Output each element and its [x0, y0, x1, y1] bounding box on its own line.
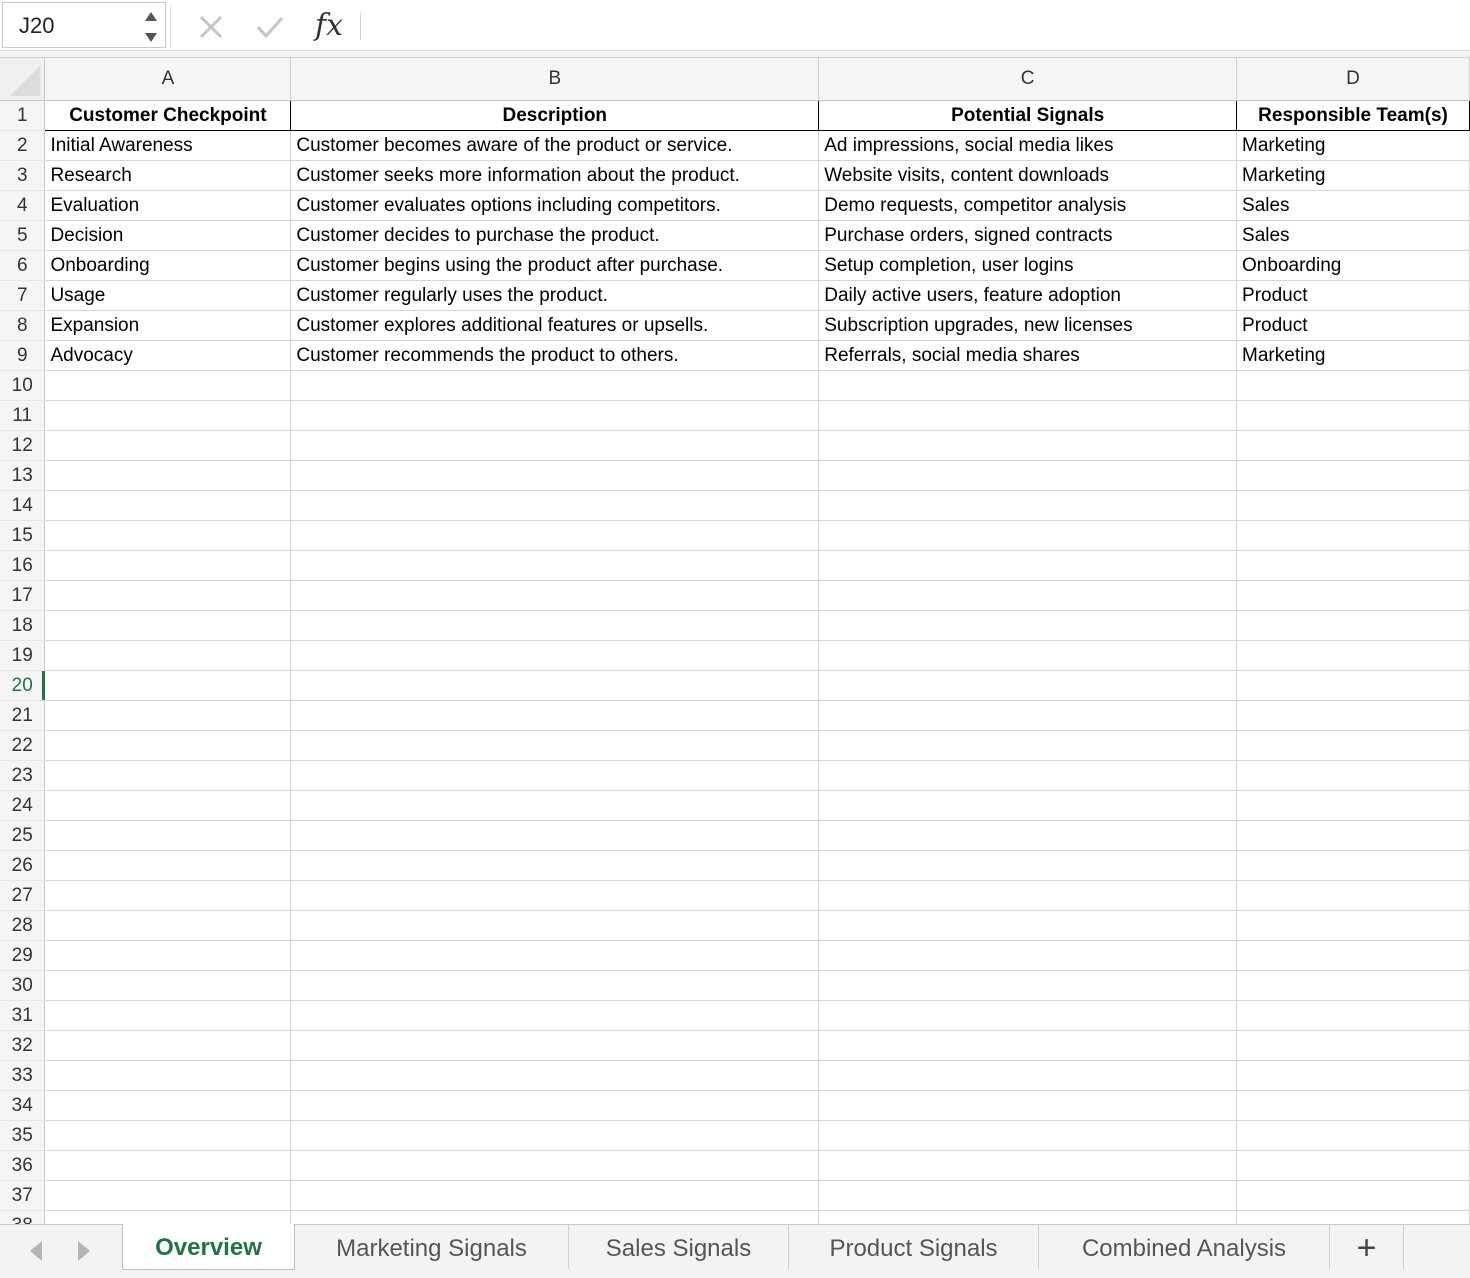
header-cell-responsible-teams[interactable]: Responsible Team(s) [1237, 101, 1470, 131]
row-header[interactable]: 18 [0, 611, 45, 641]
cell-a[interactable] [45, 971, 291, 1001]
cell-c[interactable] [819, 461, 1237, 491]
table-row [0, 1121, 1470, 1151]
cell-a[interactable] [45, 1001, 291, 1031]
cell-b[interactable] [291, 581, 819, 611]
cell-b[interactable] [291, 1061, 819, 1091]
cell-a[interactable] [45, 1091, 291, 1121]
cell-a[interactable] [45, 1121, 291, 1151]
row-header[interactable]: 8 [0, 311, 45, 341]
row-header[interactable]: 19 [0, 641, 45, 671]
cell-a[interactable] [45, 431, 291, 461]
cell-a[interactable] [45, 731, 291, 761]
cell-b[interactable] [291, 431, 819, 461]
row-header[interactable]: 37 [0, 1181, 45, 1211]
cell-c[interactable]: Subscription upgrades, new licenses [819, 311, 1237, 341]
previous-sheet-arrow-icon[interactable] [26, 1239, 48, 1263]
cell-d[interactable] [1237, 731, 1470, 761]
cell-b[interactable] [291, 911, 819, 941]
table-row [0, 251, 1470, 281]
cell-b[interactable] [291, 941, 819, 971]
table-row [0, 911, 1470, 941]
table-row [0, 191, 1470, 221]
cell-d[interactable]: Sales [1237, 191, 1470, 221]
cell-b[interactable] [291, 1031, 819, 1061]
table-row [0, 341, 1470, 371]
cell-c[interactable] [819, 1091, 1237, 1121]
table-row [0, 641, 1470, 671]
row-header[interactable]: 1 [0, 101, 45, 131]
row-header[interactable]: 7 [0, 281, 45, 311]
cell-d[interactable] [1237, 1031, 1470, 1061]
cell-d[interactable] [1237, 821, 1470, 851]
sheet-tab-marketing-signals[interactable]: Marketing Signals [295, 1225, 569, 1269]
formula-input[interactable] [372, 10, 1452, 44]
table-row [0, 761, 1470, 791]
cell-b[interactable]: Customer becomes aware of the product or service. [291, 131, 819, 161]
row-header[interactable]: 17 [0, 581, 45, 611]
table-row [0, 161, 1470, 191]
cell-d[interactable] [1237, 461, 1470, 491]
cell-d[interactable] [1237, 551, 1470, 581]
cell-c[interactable]: Demo requests, competitor analysis [819, 191, 1237, 221]
name-box-stepper-icon[interactable] [143, 7, 159, 45]
cell-c[interactable] [819, 761, 1237, 791]
cell-b[interactable] [291, 701, 819, 731]
cell-d[interactable] [1237, 1091, 1470, 1121]
cell-d[interactable] [1237, 881, 1470, 911]
table-row [0, 461, 1470, 491]
column-header-row [0, 58, 1470, 101]
cell-d[interactable] [1237, 1121, 1470, 1151]
sheet-tab-sales-signals[interactable]: Sales Signals [569, 1225, 789, 1269]
cell-b[interactable]: Customer regularly uses the product. [291, 281, 819, 311]
cell-d[interactable] [1237, 1001, 1470, 1031]
cell-a[interactable] [45, 821, 291, 851]
table-row [0, 521, 1470, 551]
row-header[interactable]: 13 [0, 461, 45, 491]
cell-b[interactable] [291, 401, 819, 431]
cell-b[interactable] [291, 971, 819, 1001]
table-row [0, 371, 1470, 401]
cell-a[interactable] [45, 911, 291, 941]
cell-a[interactable] [45, 941, 291, 971]
cell-b[interactable] [291, 1001, 819, 1031]
table-row [0, 1091, 1470, 1121]
cell-b[interactable]: Customer decides to purchase the product. [291, 221, 819, 251]
row-header[interactable]: 25 [0, 821, 45, 851]
formula-bar-border [0, 50, 1470, 58]
cell-a[interactable] [45, 701, 291, 731]
confirm-check-icon[interactable] [255, 14, 285, 40]
cell-a[interactable]: Expansion [45, 311, 291, 341]
cell-a[interactable] [45, 881, 291, 911]
cell-c[interactable] [819, 401, 1237, 431]
column-header-c[interactable]: C [819, 58, 1237, 101]
cell-d[interactable] [1237, 431, 1470, 461]
cell-d[interactable]: Marketing [1237, 131, 1470, 161]
row-header[interactable]: 16 [0, 551, 45, 581]
cell-c[interactable] [819, 941, 1237, 971]
row-header[interactable]: 33 [0, 1061, 45, 1091]
cancel-icon[interactable] [198, 14, 224, 40]
cell-c[interactable] [819, 611, 1237, 641]
cell-b[interactable] [291, 491, 819, 521]
cell-d[interactable] [1237, 851, 1470, 881]
cell-d[interactable] [1237, 521, 1470, 551]
cell-d[interactable] [1237, 581, 1470, 611]
cell-d[interactable] [1237, 371, 1470, 401]
row-header[interactable]: 34 [0, 1091, 45, 1121]
cell-c[interactable]: Setup completion, user logins [819, 251, 1237, 281]
cell-a[interactable] [45, 851, 291, 881]
row-header[interactable]: 9 [0, 341, 45, 371]
table-row [0, 431, 1470, 461]
cell-b[interactable] [291, 1091, 819, 1121]
cell-c[interactable]: Website visits, content downloads [819, 161, 1237, 191]
header-cell-potential-signals[interactable]: Potential Signals [819, 101, 1237, 131]
row-header[interactable]: 29 [0, 941, 45, 971]
sheet-tab-product-signals[interactable]: Product Signals [789, 1225, 1039, 1269]
spreadsheet-grid [0, 58, 1470, 1224]
cell-b[interactable] [291, 731, 819, 761]
cell-c[interactable] [819, 731, 1237, 761]
cell-c[interactable]: Purchase orders, signed contracts [819, 221, 1237, 251]
cell-c[interactable] [819, 641, 1237, 671]
cell-b[interactable] [291, 1121, 819, 1151]
cell-b[interactable]: Customer evaluates options including competitors. [291, 191, 819, 221]
cell-a[interactable]: Usage [45, 281, 291, 311]
cell-a[interactable] [45, 791, 291, 821]
formula-bar [0, 0, 1470, 54]
cell-c[interactable] [819, 791, 1237, 821]
cell-b[interactable] [291, 371, 819, 401]
cell-b[interactable] [291, 1181, 819, 1211]
cell-a[interactable]: Onboarding [45, 251, 291, 281]
cell-a[interactable] [45, 671, 291, 701]
table-row [0, 1181, 1470, 1211]
cell-c[interactable] [819, 881, 1237, 911]
table-row [0, 401, 1470, 431]
cell-b[interactable] [291, 761, 819, 791]
cell-c[interactable]: Referrals, social media shares [819, 341, 1237, 371]
table-row [0, 551, 1470, 581]
cell-c[interactable] [819, 1121, 1237, 1151]
row-header[interactable]: 36 [0, 1151, 45, 1181]
cell-d[interactable] [1237, 671, 1470, 701]
row-header[interactable]: 20 [0, 671, 45, 701]
cell-d[interactable]: Sales [1237, 221, 1470, 251]
cell-c[interactable] [819, 701, 1237, 731]
cell-d[interactable] [1237, 491, 1470, 521]
table-row [0, 131, 1470, 161]
cell-b[interactable] [291, 851, 819, 881]
cell-a[interactable] [45, 761, 291, 791]
cell-d[interactable] [1237, 611, 1470, 641]
row-header[interactable]: 32 [0, 1031, 45, 1061]
header-cell-customer-checkpoint[interactable]: Customer Checkpoint [45, 101, 291, 131]
table-row [0, 581, 1470, 611]
cell-a[interactable] [45, 371, 291, 401]
cell-b[interactable] [291, 521, 819, 551]
row-header[interactable]: 6 [0, 251, 45, 281]
row-header[interactable]: 14 [0, 491, 45, 521]
table-row [0, 1061, 1470, 1091]
cell-c[interactable] [819, 521, 1237, 551]
formula-bar-divider [170, 6, 171, 48]
cell-d[interactable] [1237, 701, 1470, 731]
cell-a[interactable]: Decision [45, 221, 291, 251]
table-row [0, 731, 1470, 761]
cell-c[interactable] [819, 491, 1237, 521]
cell-d[interactable]: Marketing [1237, 161, 1470, 191]
column-header-d[interactable]: D [1237, 58, 1470, 101]
cell-a[interactable] [45, 521, 291, 551]
cell-c[interactable] [819, 581, 1237, 611]
cell-a[interactable]: Research [45, 161, 291, 191]
cell-d[interactable] [1237, 941, 1470, 971]
cell-b[interactable]: Customer seeks more information about the product. [291, 161, 819, 191]
column-header-b[interactable]: B [291, 58, 819, 101]
cell-d[interactable] [1237, 971, 1470, 1001]
row-header[interactable]: 15 [0, 521, 45, 551]
cell-a[interactable] [45, 581, 291, 611]
formula-bar-divider [360, 12, 361, 40]
cell-b[interactable] [291, 611, 819, 641]
cell-c[interactable] [819, 371, 1237, 401]
sheet-tab-combined-analysis[interactable]: Combined Analysis [1039, 1225, 1330, 1269]
cell-c[interactable] [819, 821, 1237, 851]
cell-b[interactable] [291, 1151, 819, 1181]
cell-c[interactable] [819, 431, 1237, 461]
cell-b[interactable] [291, 551, 819, 581]
row-header[interactable]: 22 [0, 731, 45, 761]
table-row [0, 791, 1470, 821]
cell-a[interactable] [45, 1031, 291, 1061]
cell-d[interactable] [1237, 401, 1470, 431]
row-header[interactable]: 10 [0, 371, 45, 401]
cell-b[interactable]: Customer recommends the product to others. [291, 341, 819, 371]
table-row [0, 971, 1470, 1001]
row-header[interactable]: 2 [0, 131, 45, 161]
cell-a[interactable]: Advocacy [45, 341, 291, 371]
cell-d[interactable] [1237, 761, 1470, 791]
cell-a[interactable] [45, 611, 291, 641]
table-row [0, 701, 1470, 731]
table-row [0, 1001, 1470, 1031]
table-row [0, 821, 1470, 851]
table-header-row [0, 101, 1470, 131]
table-row [0, 311, 1470, 341]
cell-c[interactable] [819, 1031, 1237, 1061]
next-sheet-arrow-icon[interactable] [72, 1239, 94, 1263]
cell-d[interactable]: Onboarding [1237, 251, 1470, 281]
cell-c[interactable] [819, 1151, 1237, 1181]
cell-d[interactable]: Product [1237, 281, 1470, 311]
cell-b[interactable] [291, 881, 819, 911]
cell-a[interactable]: Initial Awareness [45, 131, 291, 161]
sheet-tab-overview[interactable]: Overview [122, 1224, 295, 1270]
table-row [0, 851, 1470, 881]
cell-c[interactable]: Ad impressions, social media likes [819, 131, 1237, 161]
cell-a[interactable] [45, 1181, 291, 1211]
name-box[interactable] [2, 2, 166, 48]
table-row [0, 671, 1470, 701]
cell-a[interactable]: Evaluation [45, 191, 291, 221]
cell-c[interactable] [819, 971, 1237, 1001]
row-header[interactable]: 23 [0, 761, 45, 791]
select-all-icon [10, 66, 40, 96]
row-header[interactable]: 4 [0, 191, 45, 221]
cell-b[interactable] [291, 641, 819, 671]
cell-a[interactable] [45, 641, 291, 671]
cell-b[interactable] [291, 671, 819, 701]
cell-c[interactable] [819, 911, 1237, 941]
table-row [0, 1151, 1470, 1181]
cell-c[interactable] [819, 1061, 1237, 1091]
cell-b[interactable] [291, 461, 819, 491]
cell-c[interactable] [819, 671, 1237, 701]
row-header[interactable]: 11 [0, 401, 45, 431]
table-row [0, 281, 1470, 311]
cell-a[interactable] [45, 491, 291, 521]
table-row [0, 1031, 1470, 1061]
cell-d[interactable] [1237, 911, 1470, 941]
cell-d[interactable] [1237, 1151, 1470, 1181]
cell-c[interactable]: Daily active users, feature adoption [819, 281, 1237, 311]
row-header[interactable]: 31 [0, 1001, 45, 1031]
row-header[interactable]: 21 [0, 701, 45, 731]
name-box-value[interactable]: J20 [19, 13, 55, 38]
cell-c[interactable] [819, 1001, 1237, 1031]
row-header[interactable]: 12 [0, 431, 45, 461]
cell-c[interactable] [819, 1181, 1237, 1211]
header-cell-description[interactable]: Description [291, 101, 819, 131]
cell-a[interactable] [45, 1061, 291, 1091]
cell-d[interactable] [1237, 1061, 1470, 1091]
row-header[interactable]: 5 [0, 221, 45, 251]
table-row [0, 491, 1470, 521]
cell-b[interactable] [291, 821, 819, 851]
table-row [0, 881, 1470, 911]
row-header[interactable]: 35 [0, 1121, 45, 1151]
cell-d[interactable] [1237, 641, 1470, 671]
row-header[interactable]: 3 [0, 161, 45, 191]
add-sheet-button[interactable]: + [1330, 1225, 1404, 1269]
cell-a[interactable] [45, 1151, 291, 1181]
row-header[interactable]: 26 [0, 851, 45, 881]
cell-a[interactable] [45, 551, 291, 581]
cell-d[interactable]: Product [1237, 311, 1470, 341]
sheet-table [0, 58, 1470, 1241]
cell-c[interactable] [819, 551, 1237, 581]
row-header[interactable]: 24 [0, 791, 45, 821]
select-all-corner[interactable] [0, 58, 45, 101]
cell-d[interactable]: Marketing [1237, 341, 1470, 371]
table-row [0, 941, 1470, 971]
cell-c[interactable] [819, 851, 1237, 881]
row-header[interactable]: 30 [0, 971, 45, 1001]
sheet-tab-bar [0, 1224, 1470, 1278]
cell-b[interactable]: Customer begins using the product after purchase. [291, 251, 819, 281]
row-header[interactable]: 27 [0, 881, 45, 911]
cell-a[interactable] [45, 461, 291, 491]
table-row [0, 221, 1470, 251]
cell-a[interactable] [45, 401, 291, 431]
cell-d[interactable] [1237, 1181, 1470, 1211]
row-header[interactable]: 28 [0, 911, 45, 941]
cell-d[interactable] [1237, 791, 1470, 821]
cell-b[interactable]: Customer explores additional features or upsells. [291, 311, 819, 341]
fx-icon[interactable]: fx [315, 8, 344, 43]
table-row [0, 611, 1470, 641]
cell-b[interactable] [291, 791, 819, 821]
column-header-a[interactable]: A [45, 58, 291, 101]
